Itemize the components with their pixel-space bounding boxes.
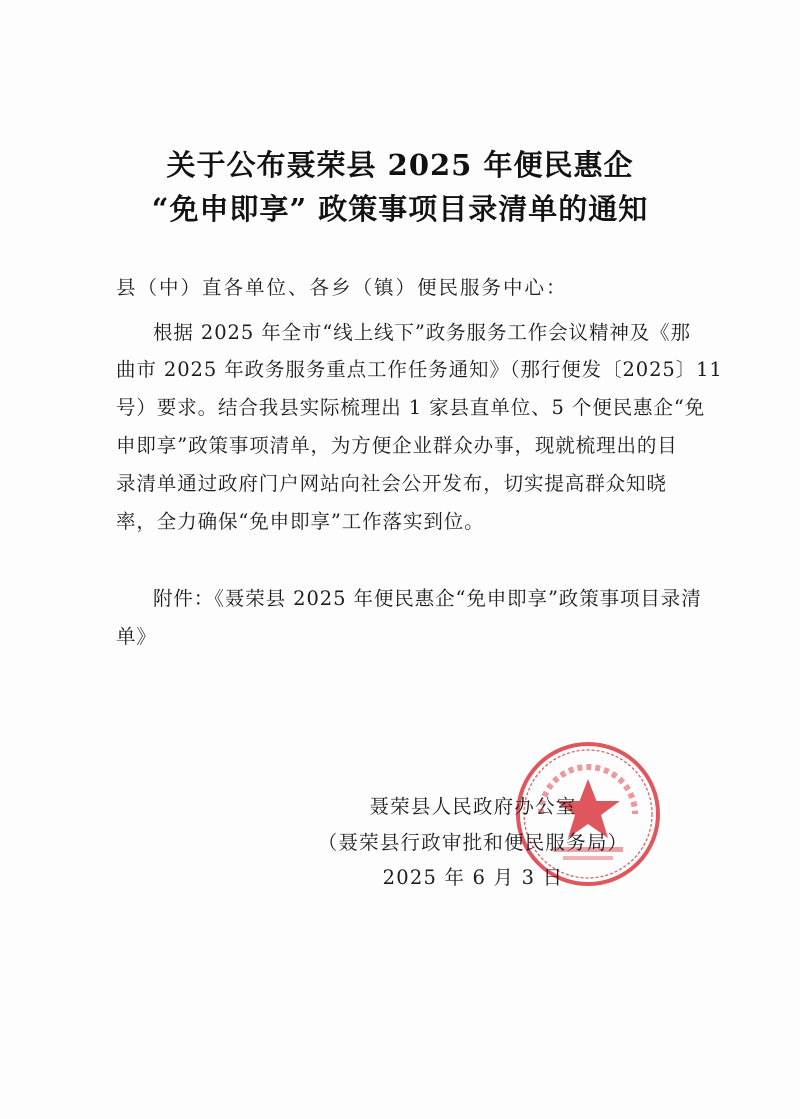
signature-sub-org: （聂荣县行政审批和便民服务局） — [317, 831, 629, 854]
body-line: 根据 2025 年全市“线上线下”政务服务工作会议精神及《那 — [153, 321, 691, 344]
signature-date: 2025 年 6 月 3 日 — [382, 866, 564, 889]
attachment-line: 附件：《聂荣县 2025 年便民惠企“免申即享”政策事项目录清 — [153, 587, 702, 610]
body-line: 号）要求。结合我县实际梳理出 1 家县直单位、5 个便民惠企“免 — [116, 396, 706, 419]
body-line: 录清单通过政府门户网站向社会公开发布，切实提高群众知晓 — [116, 472, 667, 495]
body-line: 曲市 2025 年政务服务重点工作任务通知》（那行便发〔2025〕11 — [116, 358, 723, 381]
salutation: 县（中）直各单位、各乡（镇）便民服务中心： — [116, 276, 568, 299]
attachment-line: 单》 — [116, 625, 157, 648]
body-line: 率，全力确保“免申即享”工作落实到位。 — [116, 510, 485, 533]
document-title-line1: 关于公布聂荣县 2025 年便民惠企 — [166, 148, 634, 182]
signature-org: 聂荣县人民政府办公室 — [369, 795, 577, 818]
body-line: 申即享”政策事项清单，为方便企业群众办事，现就梳理出的目 — [116, 434, 678, 457]
document-title-line2: “免申即享” 政策事项目录清单的通知 — [151, 192, 649, 226]
